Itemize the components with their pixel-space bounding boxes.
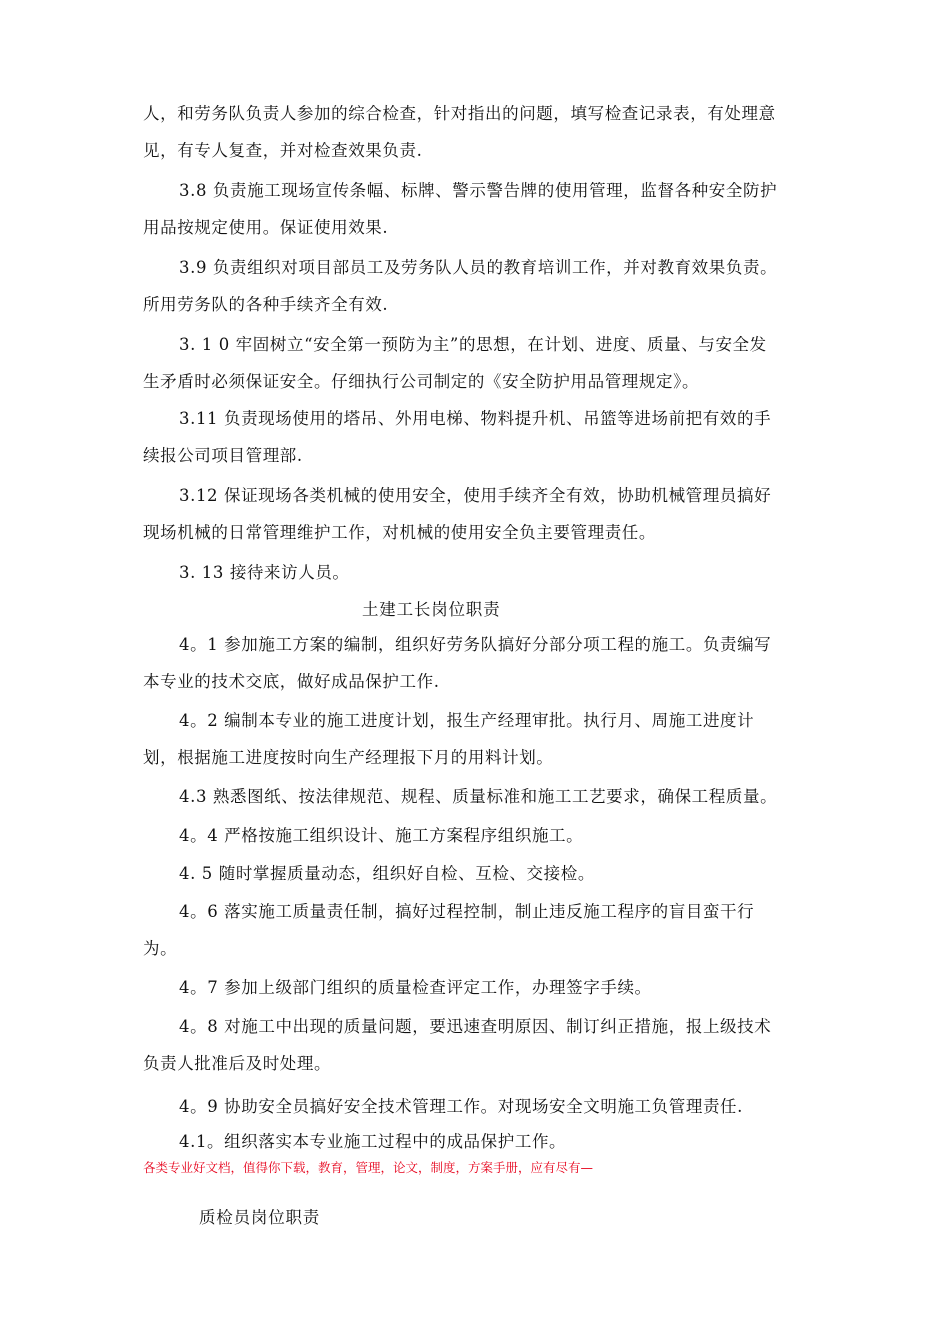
text-line: 本专业的技术交底，做好成品保护工作. (143, 672, 440, 691)
text-line: 所用劳务队的各种手续齐全有效. (143, 295, 389, 314)
text-line: 用品按规定使用。保证使用效果. (143, 218, 389, 237)
text-line: 3. 13 接待来访人员。 (179, 563, 350, 582)
text-line: 4.1。组织落实本专业施工过程中的成品保护工作。 (179, 1132, 567, 1151)
text-line: 见，有专人复查，并对检查效果负责. (143, 141, 423, 160)
text-line: 负责人批准后及时处理。 (143, 1054, 332, 1073)
text-line: 4。2 编制本专业的施工进度计划，报生产经理审批。执行月、周施工进度计 (179, 711, 755, 730)
text-line: 4。6 落实施工质量责任制，搞好过程控制，制止违反施工程序的盲目蛮干行 (179, 902, 755, 921)
text-line: 4。9 协助安全员搞好安全技术管理工作。对现场安全文明施工负管理责任. (179, 1097, 743, 1116)
text-line: 3.12 保证现场各类机械的使用安全，使用手续齐全有效，协助机械管理员搞好 (179, 486, 772, 505)
text-line: 4。7 参加上级部门组织的质量检查评定工作，办理签字手续。 (179, 978, 652, 997)
text-line: 划，根据施工进度按时向生产经理报下月的用料计划。 (143, 748, 554, 767)
text-line: 3.8 负责施工现场宣传条幅、标牌、警示警告牌的使用管理，监督各种安全防护 (179, 181, 778, 200)
section-heading: 土建工长岗位职责 (362, 600, 501, 619)
text-line: 现场机械的日常管理维护工作，对机械的使用安全负主要管理责任。 (143, 523, 656, 542)
text-line: 4。1 参加施工方案的编制，组织好劳务队搞好分部分项工程的施工。负责编写 (179, 635, 772, 654)
text-line: 3. 1 0 牢固树立“安全第一预防为主”的思想，在计划、进度、质量、与安全发 (179, 335, 767, 354)
section-heading: 质检员岗位职责 (199, 1208, 321, 1227)
text-line: 4. 5 随时掌握质量动态，组织好自检、互检、交接检。 (179, 864, 595, 883)
text-line: 4。8 对施工中出现的质量问题，要迅速查明原因、制订纠正措施，报上级技术 (179, 1017, 772, 1036)
text-line: 生矛盾时必须保证安全。仔细执行公司制定的《安全防护用品管理规定》。 (143, 372, 700, 391)
text-line: 4。4 严格按施工组织设计、施工方案程序组织施工。 (179, 826, 584, 845)
text-line: 为。 (143, 939, 178, 958)
text-line: 4.3 熟悉图纸、按法律规范、规程、质量标准和施工工艺要求，确保工程质量。 (179, 787, 778, 806)
download-promo-text: 各类专业好文档，值得你下载，教育，管理，论文，制度，方案手册，应有尽有— (143, 1160, 594, 1175)
text-line: 续报公司项目管理部. (143, 446, 303, 465)
text-line: 人，和劳务队负责人参加的综合检查，针对指出的问题，填写检查记录表，有处理意 (143, 104, 776, 123)
text-line: 3.9 负责组织对项目部员工及劳务队人员的教育培训工作，并对教育效果负责。 (179, 258, 778, 277)
text-line: 3.11 负责现场使用的塔吊、外用电梯、物料提升机、吊篮等进场前把有效的手 (179, 409, 772, 428)
